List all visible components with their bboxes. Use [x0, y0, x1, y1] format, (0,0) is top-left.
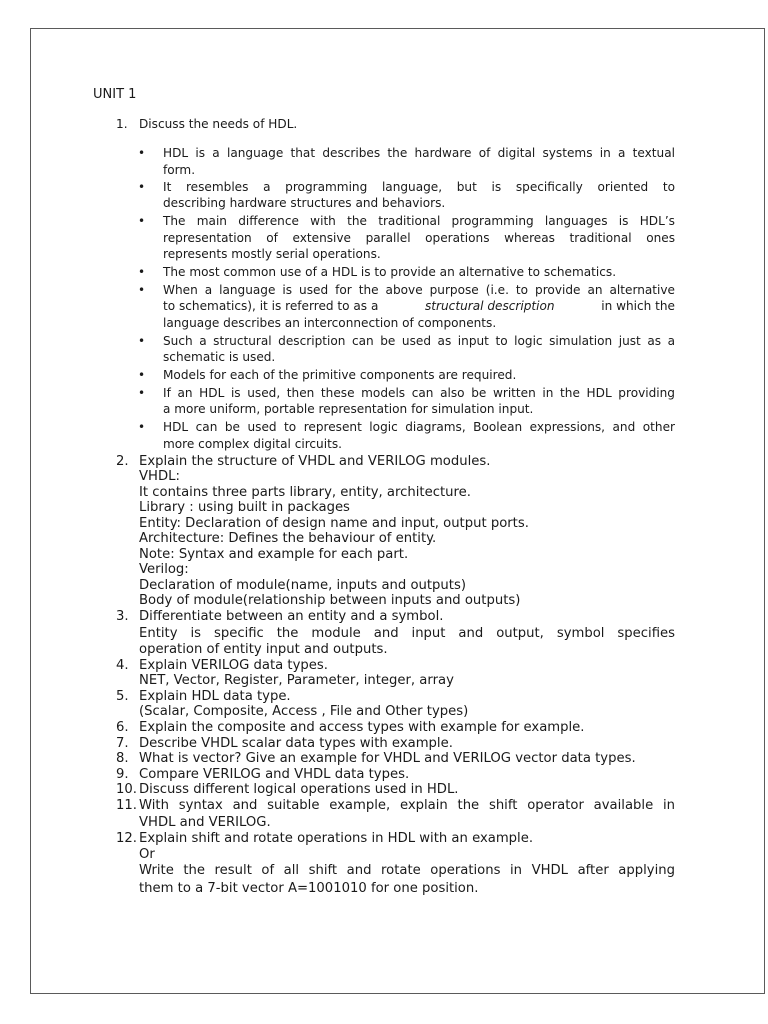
bullet-line: HDL can be used to represent logic diagrams, Boolean expressions, and other — [163, 420, 675, 434]
bullet-icon: • — [138, 214, 146, 228]
answer-line: Entity: Declaration of design name and input, output ports. — [139, 516, 529, 531]
question-text: Explain VERILOG data types. — [139, 658, 328, 673]
question-number: 9. — [116, 767, 129, 782]
question-text: VHDL and VERILOG. — [139, 815, 271, 830]
question-text: Discuss the needs of HDL. — [139, 117, 298, 131]
question-text: them to a 7-bit vector A=1001010 for one position. — [139, 881, 479, 896]
answer-line: Entity is specific the module and input and output, symbol specifies — [139, 626, 675, 641]
answer-line: Body of module(relationship between inputs and outputs) — [139, 593, 521, 608]
bullet-line: HDL is a language that describes the hardware of digital systems in a textual — [163, 146, 675, 160]
question-text: Describe VHDL scalar data types with example. — [139, 736, 453, 751]
question-text: Write the result of all shift and rotate operations in VHDL after applying — [139, 863, 675, 878]
bullet-line: describing hardware structures and behaviors. — [163, 196, 446, 210]
bullet-line: more complex digital circuits. — [163, 437, 342, 451]
question-number: 12. — [116, 831, 137, 846]
bullet-line: form. — [163, 163, 196, 177]
bullet-line: represents mostly serial operations. — [163, 247, 381, 261]
question-number: 1. — [116, 117, 128, 131]
bullet-icon: • — [138, 386, 146, 400]
question-number: 8. — [116, 751, 129, 766]
question-number: 5. — [116, 689, 129, 704]
bullet-line: It resembles a programming language, but is specifically oriented to — [163, 180, 675, 194]
answer-line: (Scalar, Composite, Access , File and Other types) — [139, 704, 469, 719]
question-text: Explain the structure of VHDL and VERILOG modules. — [139, 454, 491, 469]
question-number: 6. — [116, 720, 129, 735]
bullet-line: language describes an interconnection of components. — [163, 316, 497, 330]
answer-line: Declaration of module(name, inputs and outputs) — [139, 578, 466, 593]
bullet-line — [163, 299, 675, 314]
question-number: 11. — [116, 798, 137, 813]
answer-line: Note: Syntax and example for each part. — [139, 547, 409, 562]
question-number: 3. — [116, 609, 129, 624]
bullet-icon: • — [138, 334, 146, 348]
question-text: Discuss different logical operations used in HDL. — [139, 782, 459, 797]
question-text: Or — [139, 847, 155, 862]
bullet-line: The main difference with the traditional programming languages is HDL’s — [163, 214, 675, 228]
question-text: Compare VERILOG and VHDL data types. — [139, 767, 410, 782]
bullet-line-part: to schematics), it is referred to as a — [163, 299, 379, 313]
question-text: With syntax and suitable example, explain the shift operator available in — [139, 798, 675, 813]
bullet-line: representation of extensive parallel operations whereas traditional ones — [163, 231, 675, 245]
bullet-line-part: in which the — [601, 299, 675, 313]
bullet-icon: • — [138, 420, 146, 434]
bullet-icon: • — [138, 265, 146, 279]
answer-line: NET, Vector, Register, Parameter, integer, array — [139, 673, 454, 688]
answer-line: Verilog: — [139, 562, 189, 577]
bullet-line: a more uniform, portable representation for simulation input. — [163, 402, 534, 416]
question-text: Differentiate between an entity and a symbol. — [139, 609, 444, 624]
bullet-line: schematic is used. — [163, 350, 276, 364]
answer-line: Library : using built in packages — [139, 500, 350, 515]
answer-line: It contains three parts library, entity, architecture. — [139, 485, 471, 500]
question-text: What is vector? Give an example for VHDL and VERILOG vector data types. — [139, 751, 636, 766]
bullet-line: Such a structural description can be used as input to logic simulation just as a — [163, 334, 675, 348]
unit-title: UNIT 1 — [93, 87, 137, 102]
emphasis-text: structural description — [425, 299, 555, 313]
bullet-icon: • — [138, 283, 146, 297]
question-number: 10. — [116, 782, 137, 797]
bullet-icon: • — [138, 180, 146, 194]
bullet-line: If an HDL is used, then these models can also be written in the HDL providing — [163, 386, 675, 400]
answer-line: Architecture: Defines the behaviour of entity. — [139, 531, 437, 546]
bullet-line: Models for each of the primitive components are required. — [163, 368, 517, 382]
bullet-line: When a language is used for the above purpose (i.e. to provide an alternative — [163, 283, 675, 297]
question-number: 4. — [116, 658, 129, 673]
question-number: 2. — [116, 454, 129, 469]
bullet-icon: • — [138, 146, 146, 160]
question-text: Explain shift and rotate operations in HDL with an example. — [139, 831, 534, 846]
question-number: 7. — [116, 736, 129, 751]
question-text: Explain HDL data type. — [139, 689, 291, 704]
bullet-line: The most common use of a HDL is to provide an alternative to schematics. — [163, 265, 617, 279]
question-text: Explain the composite and access types with example for example. — [139, 720, 585, 735]
bullet-icon: • — [138, 368, 146, 382]
answer-line: VHDL: — [139, 469, 180, 484]
answer-line: operation of entity input and outputs. — [139, 642, 388, 657]
